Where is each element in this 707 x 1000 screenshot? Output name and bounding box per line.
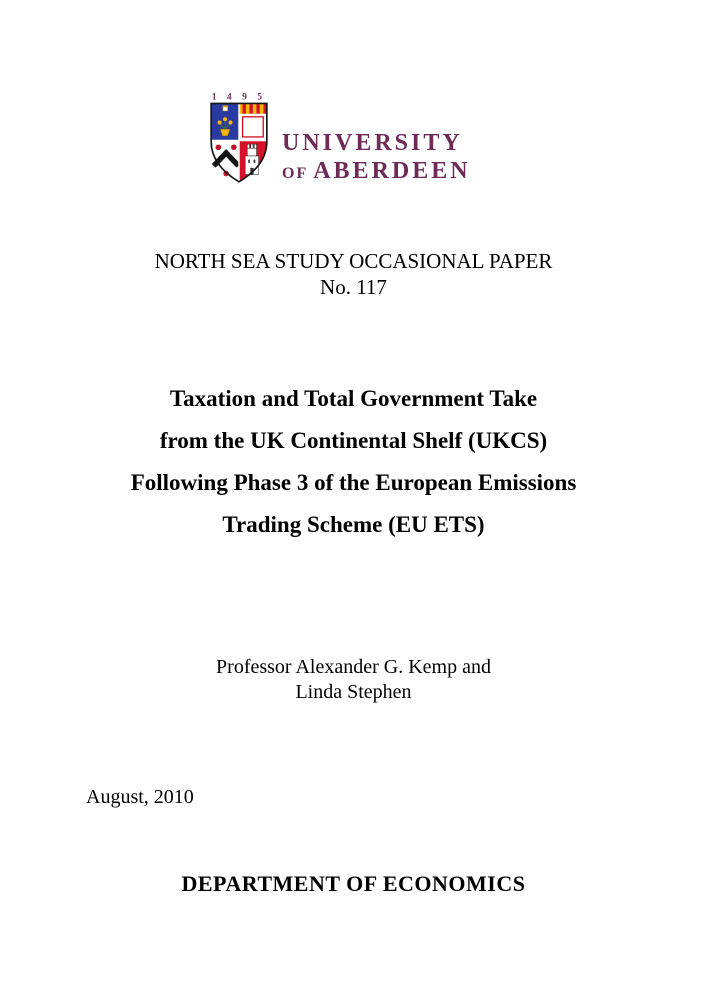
paper-title-line: Trading Scheme (EU ETS)	[222, 512, 485, 537]
wordmark-of-aberdeen	[282, 159, 471, 183]
paper-title-line: Taxation and Total Government Take	[169, 386, 538, 411]
authors	[0, 655, 707, 705]
paper-title-line: Following Phase 3 of the European Emissions	[130, 470, 577, 495]
crest-stripes-icon	[239, 103, 267, 113]
publication-date: August, 2010	[86, 786, 194, 808]
wordmark-aberdeen: ABERDEEN	[313, 158, 471, 184]
author-line: Linda Stephen	[295, 681, 412, 703]
university-wordmark	[282, 131, 471, 183]
series-title: NORTH SEA STUDY OCCASIONAL PAPER	[154, 249, 553, 273]
wordmark-of: OF	[282, 165, 309, 182]
series-number: No. 117	[320, 275, 387, 299]
series-header	[0, 248, 707, 300]
paper-title-line: from the UK Continental Shelf (UKCS)	[159, 428, 548, 453]
department-name: DEPARTMENT OF ECONOMICS	[181, 871, 526, 896]
university-crest-icon	[206, 90, 272, 189]
crest-book-icon	[223, 107, 228, 111]
crest-tower-icon	[245, 144, 258, 174]
author-line: Professor Alexander G. Kemp and	[216, 656, 491, 678]
paper-title	[0, 378, 707, 546]
university-logo	[206, 90, 471, 189]
crest-founding-year: 1 4 9 5	[211, 92, 267, 103]
wordmark-university: UNIVERSITY	[282, 130, 463, 156]
